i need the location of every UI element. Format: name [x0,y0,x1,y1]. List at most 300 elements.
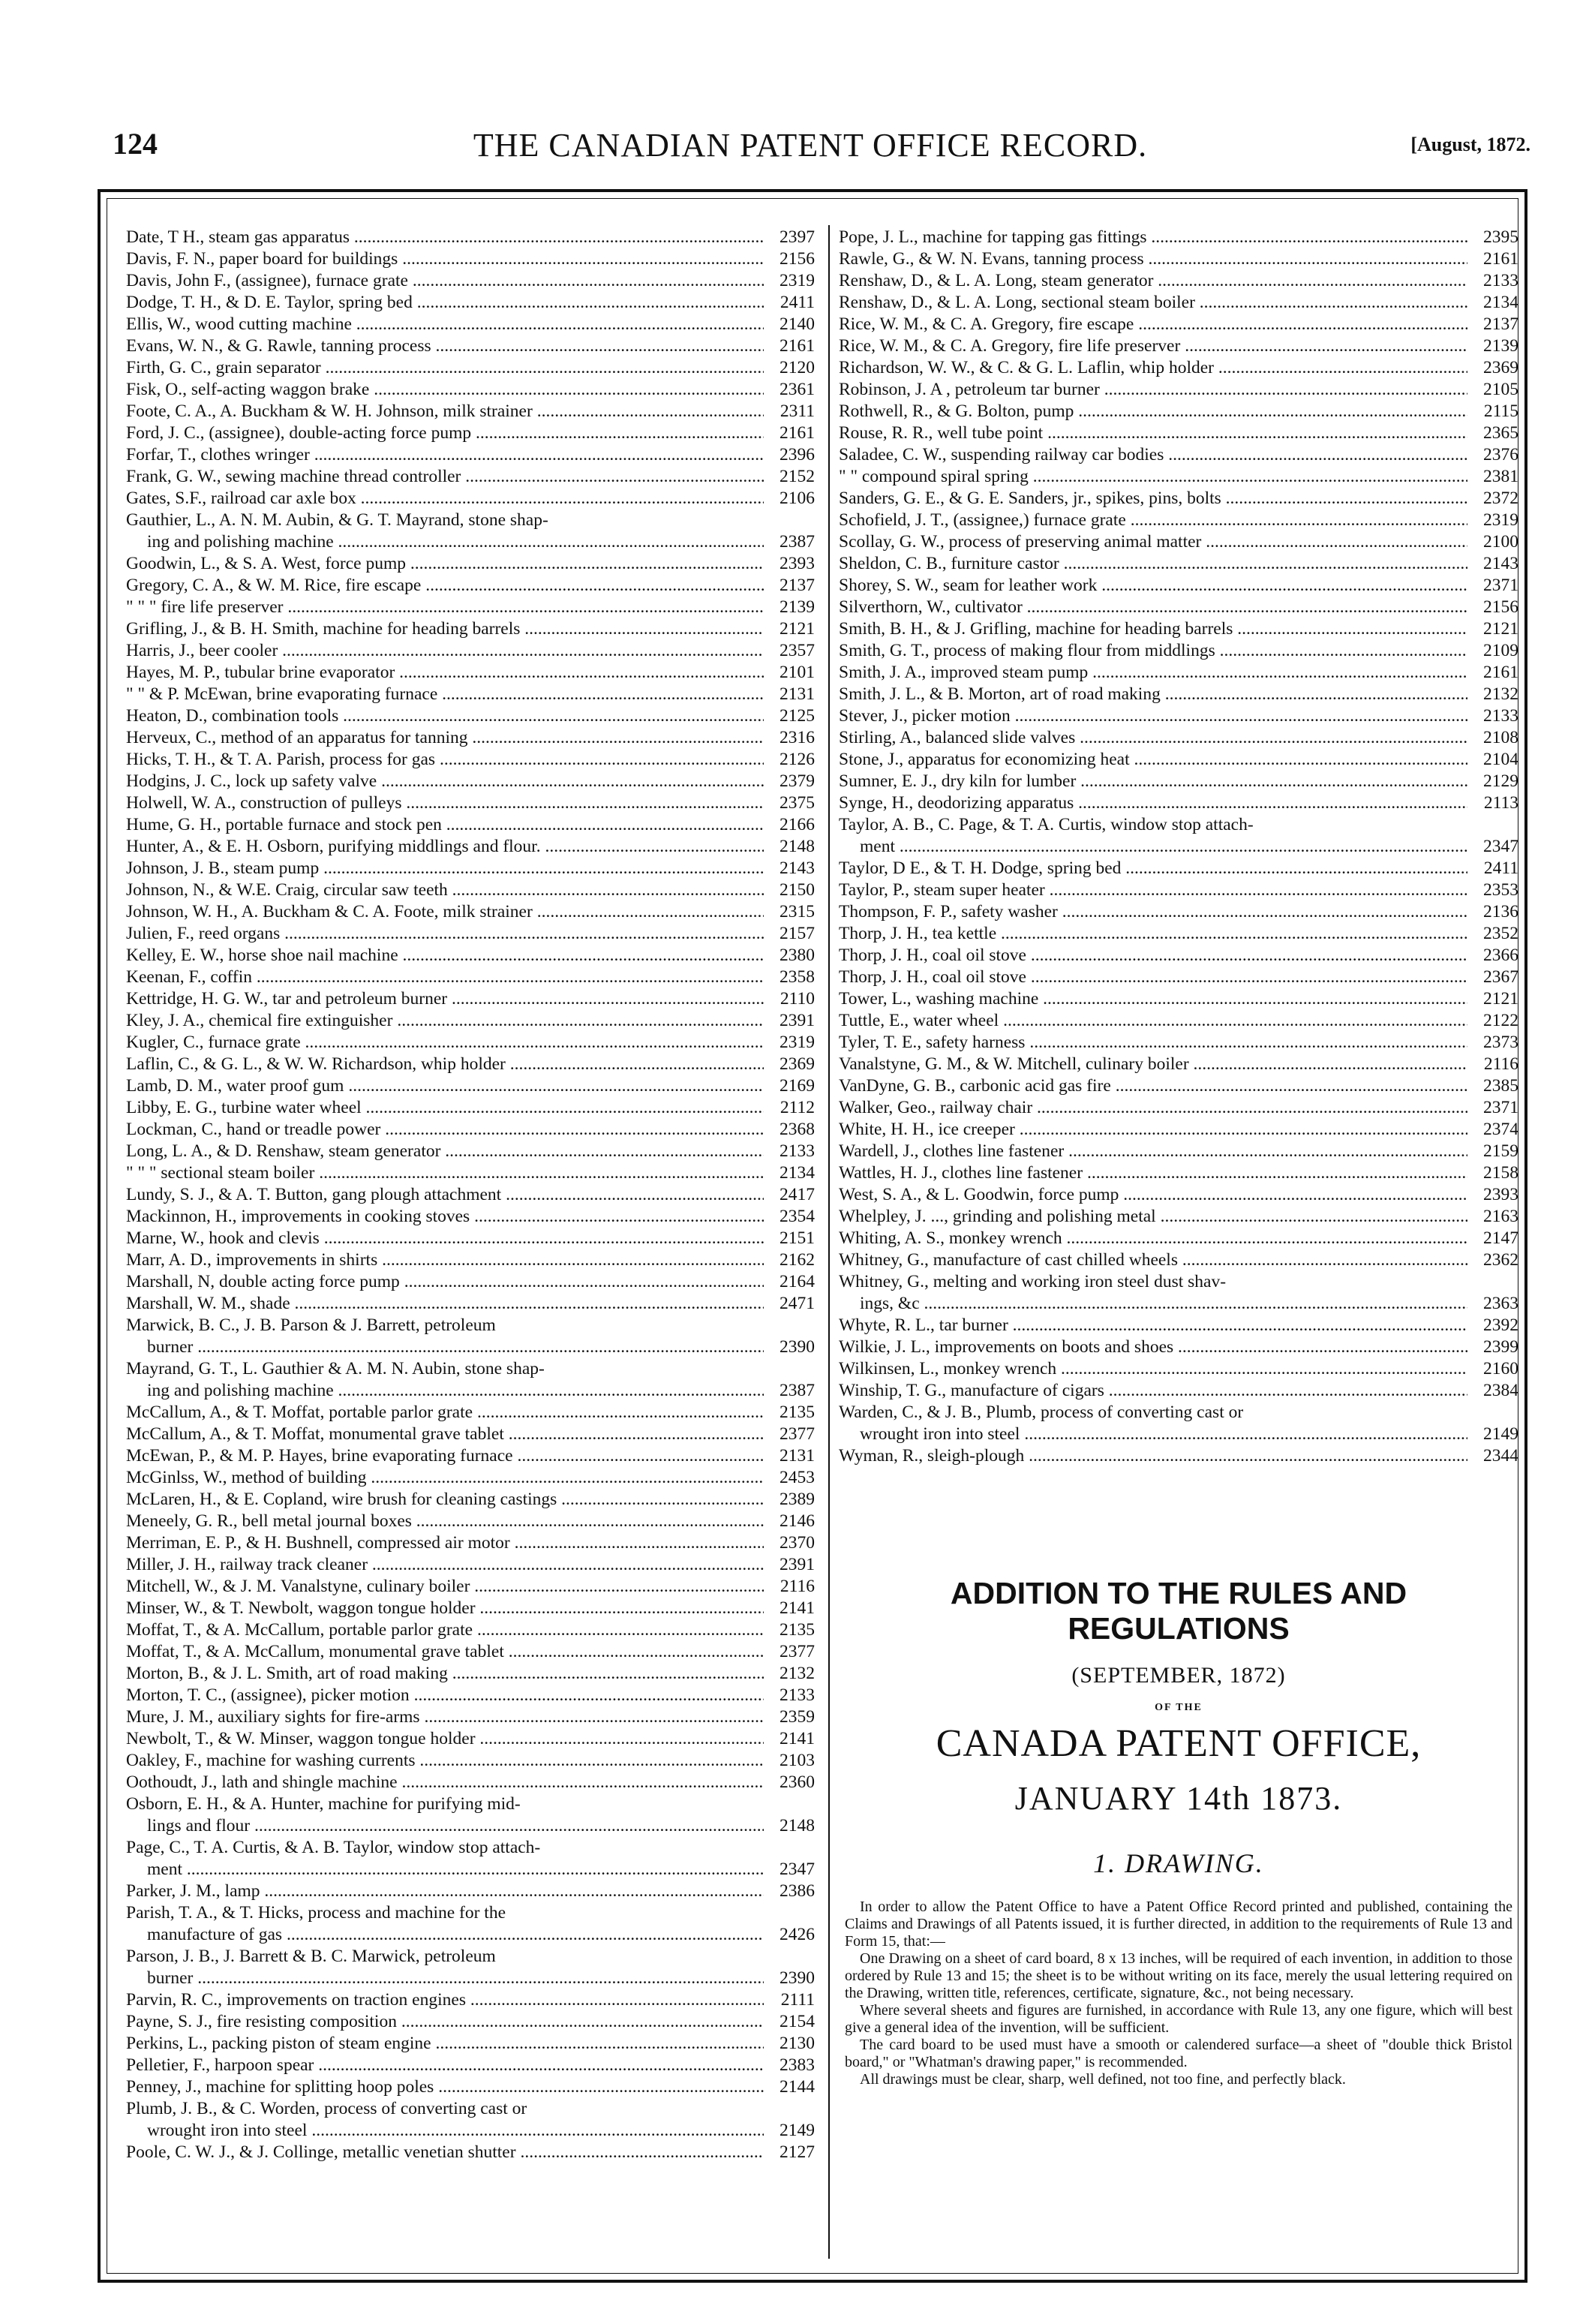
entry-patent-number: 2110 [779,989,815,1009]
index-entry [126,1576,815,1598]
entry-name: Page, C., T. A. Curtis, & A. B. Taylor, window stop attach- [126,1838,541,1857]
entry-name: Warden, C., & J. B., Plumb, process of converting cast or [839,1403,1244,1422]
entry-name: Thompson, F. P., safety washer ..... [839,901,1467,923]
entry-continuation-line [126,1968,815,1989]
index-entry [126,662,815,684]
index-entry [126,2076,815,2098]
index-entry [126,814,815,836]
entry-patent-number: 2133 [1483,706,1518,726]
entry-patent-number: 2162 [779,1250,815,1270]
entry-name: Sumner, E. J., dry kiln for lumber ..... [839,771,1467,792]
entry-name: Tuttle, E., water wheel ..... [839,1010,1467,1032]
entry-name: McCallum, A., & T. Moffat, portable parlor grate ..... [126,1402,764,1424]
index-entry [839,1380,1518,1402]
index-entry [126,292,815,314]
running-title: THE CANADIAN PATENT OFFICE RECORD. [473,127,1148,164]
index-entry [839,945,1518,967]
index-entry [839,422,1518,444]
entry-name: Vanalstyne, G. M., & W. Mitchell, culinary boiler ..... [839,1054,1467,1075]
index-entry [839,771,1518,792]
index-entry [126,1271,815,1293]
entry-patent-number: 2105 [1483,380,1518,399]
entry-patent-number: 2369 [1483,358,1518,377]
entry-patent-number: 2453 [779,1468,815,1487]
left-index-column [126,227,815,2163]
entry-patent-number: 2137 [779,576,815,595]
index-entry [126,1772,815,1793]
entry-name: Evans, W. N., & G. Rawle, tanning process ..... [126,335,764,357]
index-entry [126,923,815,945]
entry-patent-number: 2319 [779,1033,815,1052]
entry-patent-number: 2389 [779,1490,815,1509]
entry-name: Stever, J., picker motion ..... [839,705,1467,727]
entry-patent-number: 2159 [1483,1141,1518,1161]
entry-patent-number: 2135 [779,1403,815,1422]
index-entry [839,444,1518,466]
entry-patent-number: 2357 [779,641,815,660]
section-paragraph: The card board to be used must have a smooth or calendered surface—a sheet of "double thick Bristol board," or "Whatman's drawing paper," is recommended. [845,2037,1512,2070]
entry-name: Wilkie, J. L., improvements on boots and shoes ..... [839,1336,1467,1358]
entry-patent-number: 2360 [779,1772,815,1792]
entry-patent-number: 2161 [779,423,815,443]
index-entry [839,292,1518,314]
entry-patent-number: 2116 [1483,1054,1518,1074]
entry-patent-number: 2347 [779,1860,815,1879]
entry-name: " " compound spiral spring ..... [839,466,1467,488]
entry-name: Tower, L., washing machine ..... [839,988,1467,1010]
entry-name: Tyler, T. E., safety harness ..... [839,1032,1467,1054]
entry-patent-number: 2311 [779,401,815,421]
index-entry [839,901,1518,923]
index-entry [839,814,1518,858]
entry-continuation: ment ..... [126,1859,764,1881]
entry-name: Penney, J., machine for splitting hoop poles ..... [126,2076,764,2098]
entry-name: Saladee, C. W., suspending railway car bodies ..... [839,444,1467,466]
index-entry [126,684,815,705]
entry-patent-number: 2108 [1483,728,1518,747]
entry-patent-number: 2146 [779,1511,815,1531]
index-entry [839,662,1518,684]
index-entry [126,945,815,967]
index-entry [839,314,1518,335]
entry-name: Rice, W. M., & C. A. Gregory, fire life preserver ..... [839,335,1467,357]
index-entry [126,597,815,618]
entry-patent-number: 2396 [779,445,815,464]
entry-continuation-line [126,1336,815,1358]
index-entry [126,510,815,553]
entry-name: " " " sectional steam boiler ..... [126,1162,764,1184]
entry-patent-number: 2136 [1483,902,1518,921]
entry-name: Smith, J. A., improved steam pump ..... [839,662,1467,684]
entry-name: Herveux, C., method of an apparatus for tanning ..... [126,727,764,749]
entry-patent-number: 2370 [779,1533,815,1553]
entry-patent-number: 2113 [1483,793,1518,813]
entry-name: Frank, G. W., sewing machine thread controller ..... [126,466,764,488]
entry-patent-number: 2121 [1483,989,1518,1009]
entry-continuation: wrought iron into steel ..... [126,2120,764,2142]
index-entry [839,575,1518,597]
entry-name: Marshall, N, double acting force pump ..... [126,1271,764,1293]
entry-name: Morton, B., & J. L. Smith, art of road making ..... [126,1663,764,1685]
entry-name: Pelletier, F., harpoon spear ..... [126,2055,764,2076]
entry-continuation-line [126,1815,815,1837]
index-entry [839,1336,1518,1358]
entry-name: Whitney, G., manufacture of cast chilled wheels ..... [839,1249,1467,1271]
entry-patent-number: 2131 [779,684,815,704]
entry-name: Plumb, J. B., & C. Worden, process of converting cast or [126,2099,527,2118]
index-entry [126,488,815,510]
entry-name: Kugler, C., furnace grate ..... [126,1032,764,1054]
index-entry [126,1424,815,1445]
entry-patent-number: 2395 [1483,227,1518,247]
entry-name: Richardson, W. W., & C. & G. L. Laflin, whip holder ..... [839,357,1467,379]
entry-name: Ford, J. C., (assignee), double-acting force pump ..... [126,422,764,444]
index-entry [126,1511,815,1532]
entry-name: Thorp, J. H., tea kettle ..... [839,923,1467,945]
entry-patent-number: 2143 [1483,554,1518,573]
entry-patent-number: 2353 [1483,880,1518,900]
entry-name: Oothoudt, J., lath and shingle machine ..... [126,1772,764,1793]
entry-name: Hunter, A., & E. H. Osborn, purifying middlings and flour. ..... [126,836,764,858]
entry-name: Mackinnon, H., improvements in cooking stoves ..... [126,1206,764,1228]
index-entry [126,357,815,379]
entry-patent-number: 2106 [779,489,815,508]
entry-patent-number: 2392 [1483,1315,1518,1335]
entry-name: McGinlss, W., method of building ..... [126,1467,764,1489]
entry-name: Wilkinsen, L., monkey wrench ..... [839,1358,1467,1380]
entry-name: Rothwell, R., & G. Bolton, pump ..... [839,401,1467,422]
entry-name: Holwell, W. A., construction of pulleys ..... [126,792,764,814]
entry-patent-number: 2471 [779,1294,815,1313]
entry-name: Thorp, J. H., coal oil stove ..... [839,967,1467,988]
entry-patent-number: 2116 [779,1577,815,1596]
index-entry [126,1837,815,1881]
index-entry [126,2033,815,2055]
addition-office-name: CANADA PATENT OFFICE, [936,1722,1422,1765]
entry-patent-number: 2133 [779,1685,815,1705]
entry-patent-number: 2104 [1483,750,1518,769]
section-paragraph: Where several sheets and figures are furnished, in accordance with Rule 13, any one figure, which will best give a general idea of the invention, will be sufficient. [845,2002,1512,2036]
entry-patent-number: 2379 [779,771,815,791]
entry-name: Fisk, O., self-acting waggon brake ..... [126,379,764,401]
index-entry [126,988,815,1010]
entry-patent-number: 2380 [779,946,815,965]
entry-patent-number: 2135 [779,1620,815,1640]
entry-name: Thorp, J. H., coal oil stove ..... [839,945,1467,967]
entry-patent-number: 2411 [1483,858,1518,878]
entry-patent-number: 2393 [1483,1185,1518,1204]
entry-patent-number: 2157 [779,924,815,943]
entry-name: Taylor, P., steam super heater ..... [839,879,1467,901]
entry-name: Smith, J. L., & B. Morton, art of road making ..... [839,684,1467,705]
index-entry [839,967,1518,988]
entry-name: Mitchell, W., & J. M. Vanalstyne, culinary boiler ..... [126,1576,764,1598]
entry-name: Renshaw, D., & L. A. Long, sectional steam boiler ..... [839,292,1467,314]
issue-date: [August, 1872. [1410,134,1530,155]
entry-name: Taylor, A. B., C. Page, & T. A. Curtis, window stop attach- [839,815,1254,834]
index-entry [126,1532,815,1554]
entry-continuation: ings, &c ..... [839,1293,1467,1315]
entry-name: Laflin, C., & G. L., & W. W. Richardson, whip holder ..... [126,1054,764,1075]
entry-name: Grifling, J., & B. H. Smith, machine for heading barrels ..... [126,618,764,640]
entry-name: Hicks, T. H., & T. A. Parish, process for gas ..... [126,749,764,771]
entry-name: Mure, J. M., auxiliary sights for fire-arms ..... [126,1706,764,1728]
entry-patent-number: 2152 [779,467,815,486]
entry-name: " " & P. McEwan, brine evaporating furnace ..... [126,684,764,705]
entry-name: Rawle, G., & W. N. Evans, tanning process ..... [839,248,1467,270]
entry-name: Robinson, J. A , petroleum tar burner ..... [839,379,1467,401]
entry-patent-number: 2384 [1483,1381,1518,1400]
entry-name: " " " fire life preserver ..... [126,597,764,618]
entry-patent-number: 2365 [1483,423,1518,443]
entry-name: VanDyne, G. B., carbonic acid gas fire ..... [839,1075,1467,1097]
entry-patent-number: 2109 [1483,641,1518,660]
index-entry [839,1054,1518,1075]
entry-patent-number: 2347 [1483,837,1518,856]
index-entry [126,771,815,792]
entry-name: Marshall, W. M., shade ..... [126,1293,764,1315]
index-entry [126,1162,815,1184]
index-entry [126,1946,815,1989]
entry-patent-number: 2111 [780,1990,815,2010]
index-entry [126,1206,815,1228]
index-entry [839,1032,1518,1054]
entry-name: Synge, H., deodorizing apparatus ..... [839,792,1467,814]
entry-patent-number: 2121 [1483,619,1518,639]
entry-name: Mayrand, G. T., L. Gauthier & A. M. N. Aubin, stone shap- [126,1359,545,1378]
entry-patent-number: 2154 [779,2012,815,2031]
index-entry [839,749,1518,771]
index-entry [126,836,815,858]
index-entry [126,792,815,814]
index-entry [126,1663,815,1685]
entry-name: Davis, F. N., paper board for buildings ..... [126,248,764,270]
addition-date: (SEPTEMBER, 1872) [1071,1663,1286,1688]
entry-patent-number: 2112 [779,1098,815,1117]
index-entry [126,1032,815,1054]
index-entry [839,640,1518,662]
entry-patent-number: 2149 [1483,1424,1518,1444]
entry-name: Whyte, R. L., tar burner ..... [839,1315,1467,1336]
index-entry [839,510,1518,531]
entry-name: Gregory, C. A., & W. M. Rice, fire escape ..... [126,575,764,597]
entry-name: Minser, W., & T. Newbolt, waggon tongue holder ..... [126,1598,764,1619]
entry-patent-number: 2156 [779,249,815,269]
entry-name: Davis, John F., (assignee), furnace grate ..... [126,270,764,292]
entry-continuation: wrought iron into steel ..... [839,1424,1467,1445]
entry-patent-number: 2141 [779,1598,815,1618]
entry-patent-number: 2399 [1483,1337,1518,1357]
index-entry [126,618,815,640]
entry-name: Foote, C. A., A. Buckham & W. H. Johnson, milk strainer ..... [126,401,764,422]
section-body [839,1899,1518,2088]
entry-patent-number: 2316 [779,728,815,747]
index-entry [126,1249,815,1271]
entry-name: White, H. H., ice creeper ..... [839,1119,1467,1141]
entry-name: Taylor, D E., & T. H. Dodge, spring bed ..... [839,858,1467,879]
entry-patent-number: 2122 [1483,1011,1518,1030]
index-entry [126,727,815,749]
entry-name: Newbolt, T., & W. Minser, waggon tongue holder ..... [126,1728,764,1750]
entry-name: Kley, J. A., chemical fire extinguisher ..... [126,1010,764,1032]
entry-name: Walker, Geo., railway chair ..... [839,1097,1467,1119]
entry-name: Julien, F., reed organs ..... [126,923,764,945]
entry-patent-number: 2160 [1483,1359,1518,1378]
index-entry [126,1706,815,1728]
index-entry [126,1750,815,1772]
entry-name: Whitney, G., melting and working iron steel dust shav- [839,1272,1227,1291]
entry-patent-number: 2381 [1483,467,1518,486]
index-entry [839,858,1518,879]
index-entry [839,466,1518,488]
entry-name: Renshaw, D., & L. A. Long, steam generator ..... [839,270,1467,292]
index-entry [126,705,815,727]
index-entry [839,227,1518,248]
entry-continuation-line [839,1424,1518,1445]
entry-patent-number: 2354 [779,1207,815,1226]
entry-patent-number: 2361 [779,380,815,399]
index-entry [126,1097,815,1119]
index-entry [839,1141,1518,1162]
entry-patent-number: 2426 [779,1925,815,1944]
index-entry [126,1598,815,1619]
index-entry [126,1641,815,1663]
entry-name: Poole, C. W. J., & J. Collinge, metallic venetian shutter ..... [126,2142,764,2163]
entry-continuation-line [126,1380,815,1402]
entry-patent-number: 2161 [779,336,815,356]
index-entry [839,1445,1518,1467]
entry-patent-number: 2385 [1483,1076,1518,1096]
entry-name: Stirling, A., balanced slide valves ..... [839,727,1467,749]
entry-patent-number: 2133 [779,1141,815,1161]
entry-patent-number: 2391 [779,1011,815,1030]
addition-of-the: OF THE [1155,1702,1203,1713]
entry-patent-number: 2315 [779,902,815,921]
index-entry [839,1010,1518,1032]
entry-name: Forfar, T., clothes wringer ..... [126,444,764,466]
entry-continuation: burner ..... [126,1336,764,1358]
entry-name: Lamb, D. M., water proof gum ..... [126,1075,764,1097]
entry-patent-number: 2358 [779,967,815,987]
entry-patent-number: 2367 [1483,967,1518,987]
entry-patent-number: 2163 [1483,1207,1518,1226]
entry-patent-number: 2363 [1483,1294,1518,1313]
index-entry [126,749,815,771]
entry-continuation: ing and polishing machine ..... [126,531,764,553]
entry-name: Marr, A. D., improvements in shirts ..... [126,1249,764,1271]
entry-patent-number: 2132 [1483,684,1518,704]
entry-name: Keenan, F., coffin ..... [126,967,764,988]
index-entry [839,1358,1518,1380]
entry-name: Payne, S. J., fire resisting composition ..... [126,2011,764,2033]
entry-name: Moffat, T., & A. McCallum, monumental grave tablet ..... [126,1641,764,1663]
entry-patent-number: 2132 [779,1664,815,1683]
entry-patent-number: 2133 [1483,271,1518,290]
entry-name: Osborn, E. H., & A. Hunter, machine for purifying mid- [126,1794,521,1814]
entry-patent-number: 2368 [779,1120,815,1139]
entry-patent-number: 2134 [779,1163,815,1183]
entry-patent-number: 2121 [779,619,815,639]
entry-patent-number: 2131 [779,1446,815,1466]
index-entry [839,1162,1518,1184]
entry-patent-number: 2319 [779,271,815,290]
entry-patent-number: 2352 [1483,924,1518,943]
index-entry [839,1184,1518,1206]
entry-patent-number: 2377 [779,1424,815,1444]
index-entry [126,1445,815,1467]
entry-name: Marne, W., hook and clevis ..... [126,1228,764,1249]
entry-patent-number: 2169 [779,1076,815,1096]
index-entry [126,248,815,270]
entry-continuation-line [839,1293,1518,1315]
entry-name: Schofield, J. T., (assignee,) furnace grate ..... [839,510,1467,531]
entry-patent-number: 2377 [779,1642,815,1661]
entry-name: Sanders, G. E., & G. E. Sanders, jr., spikes, pins, bolts ..... [839,488,1467,510]
entry-name: Libby, E. G., turbine water wheel ..... [126,1097,764,1119]
section-paragraph: All drawings must be clear, sharp, well defined, not too fine, and perfectly black. [860,2071,1346,2088]
index-entry [839,1075,1518,1097]
index-entry [126,1467,815,1489]
index-entry [839,401,1518,422]
index-entry [126,640,815,662]
index-entry [126,1010,815,1032]
entry-patent-number: 2391 [779,1555,815,1574]
index-entry [126,379,815,401]
index-entry [126,1293,815,1315]
index-entry [126,401,815,422]
index-entry [839,684,1518,705]
index-entry [839,335,1518,357]
entry-patent-number: 2390 [779,1968,815,1988]
entry-name: Miller, J. H., railway track cleaner ..... [126,1554,764,1576]
entry-name: Firth, G. C., grain separator ..... [126,357,764,379]
entry-name: Meneely, G. R., bell metal journal boxes ..... [126,1511,764,1532]
entry-patent-number: 2120 [779,358,815,377]
entry-name: Parson, J. B., J. Barrett & B. C. Marwick, petroleum [126,1947,496,1966]
entry-name: Hodgins, J. C., lock up safety valve ..... [126,771,764,792]
entry-name: Marwick, B. C., J. B. Parson & J. Barrett, petroleum [126,1315,496,1335]
entry-patent-number: 2371 [1483,1098,1518,1117]
entry-continuation-line [839,836,1518,858]
index-entry [839,1402,1518,1445]
entry-patent-number: 2383 [779,2055,815,2075]
entry-name: Pope, J. L., machine for tapping gas fittings ..... [839,227,1467,248]
section-paragraph: One Drawing on a sheet of card board, 8 x 13 inches, will be required of each invention, in addition to those ordered by Rule 13 and 15; the sheet is to be without writing on its face, merely the usual lettering required on the Drawing, written title, references, certificate, signature, &c., not being necessary. [845,1950,1512,2001]
index-entry [126,2011,815,2033]
index-entry [839,1097,1518,1119]
index-entry [126,1315,815,1358]
index-entry [126,1119,815,1141]
index-entry [839,618,1518,640]
entry-patent-number: 2371 [1483,576,1518,595]
entry-name: Scollay, G. W., process of preserving animal matter ..... [839,531,1467,553]
page-header [113,126,1530,179]
index-entry [839,1206,1518,1228]
index-entry [126,858,815,879]
index-entry [126,1184,815,1206]
entry-name: Wyman, R., sleigh-plough ..... [839,1445,1467,1467]
entry-patent-number: 2372 [1483,489,1518,508]
index-entry [839,727,1518,749]
entry-patent-number: 2376 [1483,445,1518,464]
column-divider [828,225,830,2259]
entry-patent-number: 2386 [779,1881,815,1901]
entry-name: Johnson, N., & W.E. Craig, circular saw teeth ..... [126,879,764,901]
entry-name: Oakley, F., machine for washing currents ..... [126,1750,764,1772]
entry-patent-number: 2366 [1483,946,1518,965]
entry-name: Rice, W. M., & C. A. Gregory, fire escape ..... [839,314,1467,335]
entry-patent-number: 2369 [779,1054,815,1074]
